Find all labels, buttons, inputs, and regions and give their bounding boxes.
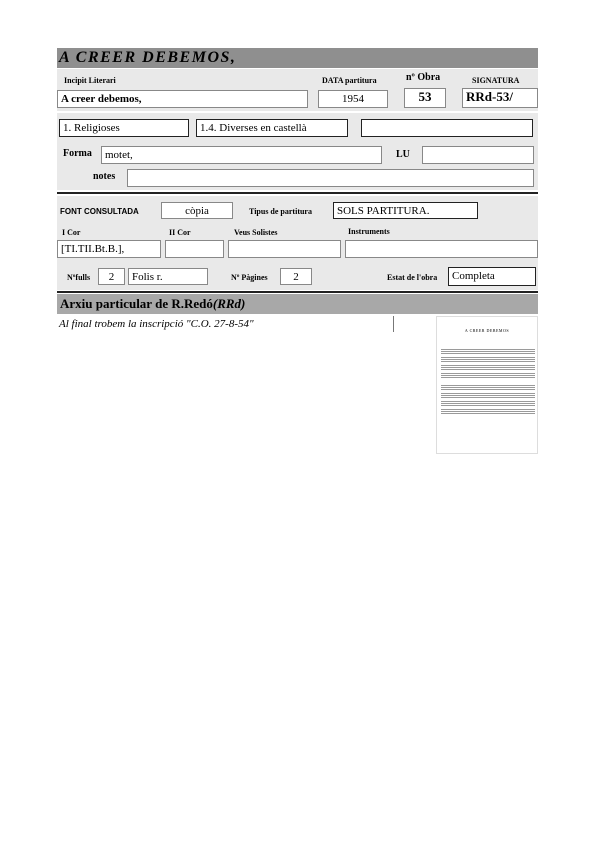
thumbnail-title: A CREER DEBEMOS	[464, 328, 510, 333]
folis-field[interactable]: Folis r.	[128, 268, 208, 285]
ii-cor-label: II Cor	[169, 228, 191, 237]
ii-cor-field[interactable]	[165, 240, 224, 258]
estat-field[interactable]: Completa	[448, 267, 536, 286]
n-fulls-field[interactable]: 2	[98, 268, 125, 285]
observations-note: Al final trobem la inscripció "C.O. 27-8-54"	[59, 318, 254, 330]
archive-divider	[57, 291, 538, 293]
n-pagines-label: Nº Pàgines	[231, 273, 268, 282]
notes-label: notes	[93, 171, 116, 182]
n-pagines-field[interactable]: 2	[280, 268, 312, 285]
lu-field[interactable]	[422, 146, 534, 164]
forma-label: Forma	[63, 148, 92, 159]
archive-title	[60, 296, 245, 312]
estat-obra-label: Estat de l'obra	[387, 273, 438, 282]
instruments-label: Instruments	[348, 227, 390, 236]
n-fulls-label: Nºfulls	[67, 273, 91, 282]
i-cor-label: I Cor	[62, 228, 81, 237]
veus-solistes-label: Veus Solistes	[234, 228, 278, 237]
archive-code: (RRd)	[212, 296, 246, 311]
section-divider	[57, 192, 538, 194]
incipit-field[interactable]: A creer debemos,	[57, 90, 308, 108]
data-field[interactable]: 1954	[318, 90, 388, 108]
tipus-partitura-label: Tipus de partitura	[249, 207, 312, 216]
incipit-label: Incipit Literari	[64, 76, 116, 85]
tipus-field[interactable]: SOLS PARTITURA.	[333, 202, 478, 219]
n-obra-label: nº Obra	[406, 72, 441, 83]
i-cor-field[interactable]: [TI.TII.Bt.B.],	[57, 240, 161, 258]
data-partitura-label: DATA partitura	[322, 76, 377, 85]
category-level1-field[interactable]: 1. Religioses	[59, 119, 189, 137]
category-level2-field[interactable]: 1.4. Diverses en castellà	[196, 119, 348, 137]
n-obra-field[interactable]: 53	[404, 88, 446, 108]
title-bar	[57, 48, 538, 68]
instruments-field[interactable]	[345, 240, 538, 258]
notes-field[interactable]	[127, 169, 534, 187]
score-staves	[437, 343, 538, 423]
veus-solistes-field[interactable]	[228, 240, 341, 258]
work-title: A CREER DEBEMOS,	[59, 49, 237, 66]
lu-label: LU	[396, 149, 410, 160]
note-separator	[393, 316, 394, 332]
signatura-label: SIGNATURA	[472, 76, 520, 85]
score-thumbnail[interactable]	[436, 316, 538, 454]
font-field[interactable]: còpia	[161, 202, 233, 219]
forma-field[interactable]: motet,	[101, 146, 382, 164]
font-consultada-label: FONT CONSULTADA	[60, 207, 139, 216]
signatura-field[interactable]: RRd-53/	[462, 88, 538, 108]
archive-prefix: Arxiu particular de R.Redó	[60, 296, 213, 311]
category-level3-field[interactable]	[361, 119, 533, 137]
archive-bar	[57, 294, 538, 314]
